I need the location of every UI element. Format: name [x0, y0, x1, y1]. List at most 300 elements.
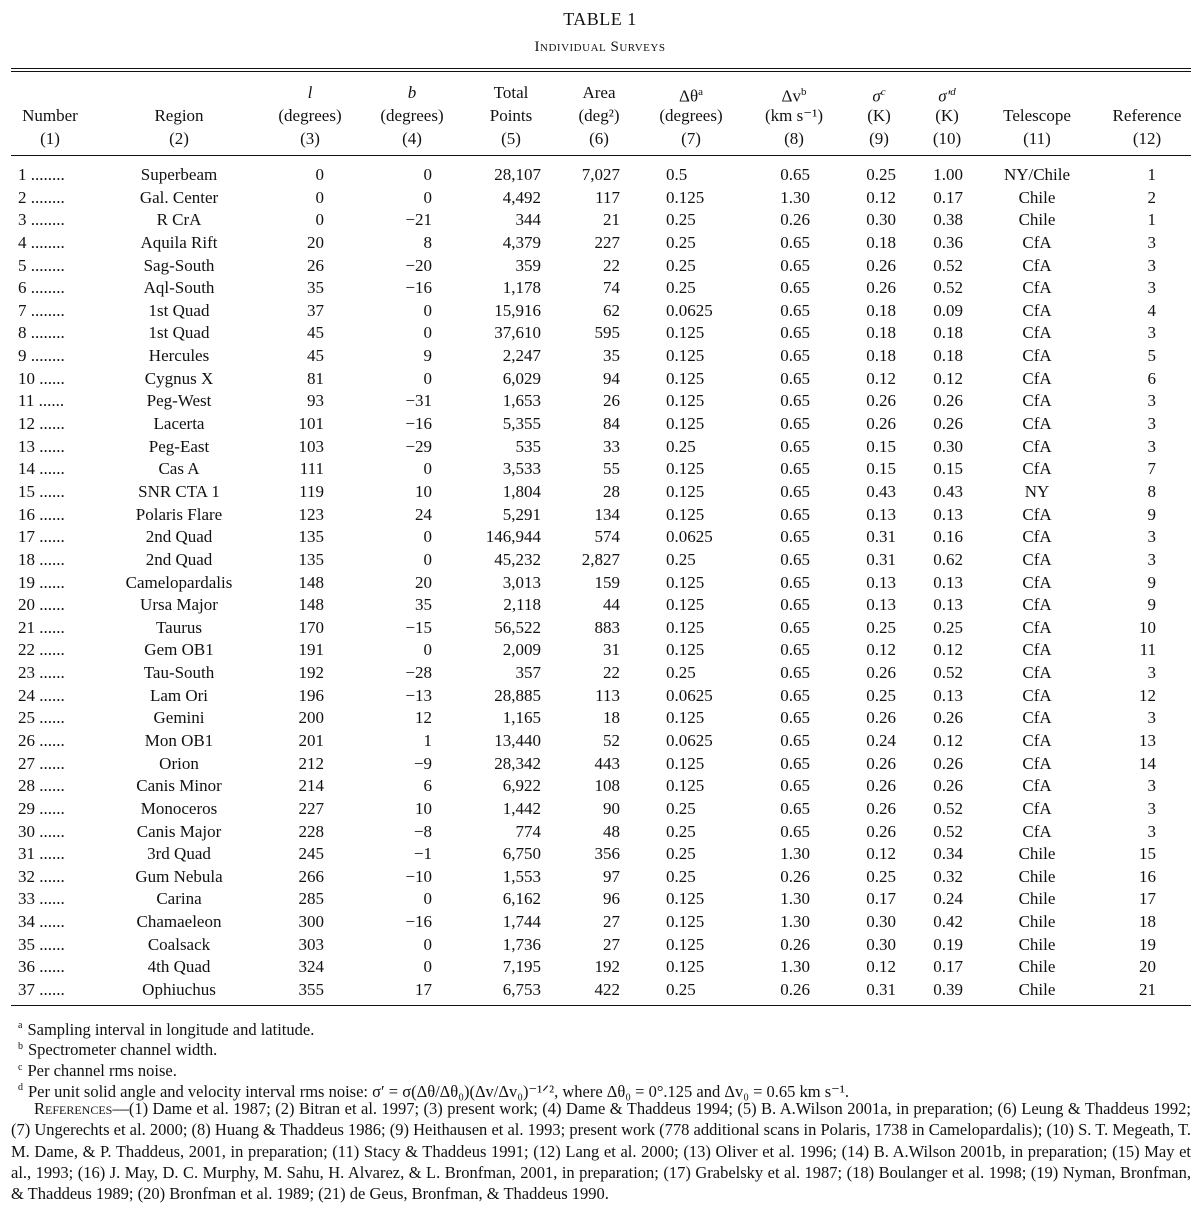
cell-col9: 0.26 — [866, 821, 896, 841]
cell-col6: 2,827 — [581, 549, 620, 569]
cell-col8: 0.65 — [780, 278, 810, 298]
cell-col7: 0.25 — [666, 210, 696, 230]
cell-col2: Cas A — [158, 459, 200, 479]
header-text: (9) — [869, 129, 889, 148]
cell-col2: Aquila Rift — [140, 232, 218, 252]
header-text: Reference — [1112, 106, 1182, 125]
cell-col4: −16 — [405, 278, 432, 298]
cell-col4: 0 — [423, 934, 432, 954]
cell-col7: 0.125 — [666, 912, 705, 932]
cell-col12: 3 — [1147, 255, 1156, 275]
table-subtitle: Individual Surveys — [534, 39, 666, 55]
cell-col8: 0.65 — [780, 708, 810, 728]
cell-col5: 1,178 — [502, 278, 541, 298]
cell-col2: Monoceros — [140, 798, 218, 818]
cell-col4: 10 — [415, 798, 432, 818]
cell-col4: −15 — [405, 617, 432, 637]
cell-col11: CfA — [1022, 617, 1052, 637]
cell-col8: 0.65 — [780, 368, 810, 388]
cell-col10: 0.26 — [933, 414, 963, 434]
cell-col9: 0.18 — [866, 346, 896, 366]
cell-col2: Gemini — [153, 708, 205, 728]
cell-col12: 7 — [1147, 459, 1156, 479]
cell-col12: 3 — [1147, 708, 1156, 728]
header-text: (deg²) — [578, 106, 620, 125]
cell-col11: Chile — [1018, 889, 1056, 909]
cell-col2: Camelopardalis — [125, 572, 233, 592]
cell-col12: 11 — [1139, 640, 1156, 660]
cell-col11: CfA — [1022, 346, 1052, 366]
cell-col2: Lam Ori — [149, 685, 209, 705]
cell-col8: 1.30 — [780, 844, 810, 864]
footnote-mark: d — [18, 1082, 23, 1094]
cell-col1: 19 ...... — [18, 572, 65, 592]
cell-col6: 96 — [603, 889, 620, 909]
cell-col8: 0.65 — [780, 436, 810, 456]
cell-col3: 227 — [298, 798, 324, 818]
cell-col10: 0.17 — [933, 957, 963, 977]
cell-col5: 1,165 — [502, 708, 541, 728]
cell-col6: 48 — [603, 821, 620, 841]
cell-col9: 0.12 — [866, 368, 896, 388]
cell-col8: 0.26 — [780, 934, 810, 954]
cell-col2: Mon OB1 — [144, 731, 214, 750]
cell-col1: 8 ........ — [18, 323, 65, 343]
cell-col4: −10 — [405, 866, 432, 886]
header-text: Δv — [781, 86, 801, 106]
cell-col3: 191 — [298, 640, 324, 660]
header-col5-line2 — [490, 104, 533, 127]
cell-col4: 8 — [423, 232, 432, 252]
cell-col2: 1st Quad — [148, 300, 210, 320]
cell-col6: 84 — [603, 414, 620, 434]
cell-col7: 0.0625 — [666, 300, 713, 320]
cell-col10: 0.43 — [933, 481, 963, 501]
header-col6-line1 — [582, 81, 615, 104]
cell-col11: CfA — [1022, 753, 1052, 773]
footnote-text: Sampling interval in longitude and latitude. — [27, 1019, 315, 1039]
cell-col7: 0.125 — [666, 640, 705, 660]
header-col2-line2 — [154, 104, 203, 127]
cell-col7: 0.25 — [666, 844, 696, 864]
cell-col9: 0.30 — [866, 210, 896, 230]
cell-col3: 148 — [298, 595, 324, 615]
cell-col2: 4th Quad — [147, 957, 211, 977]
cell-col12: 14 — [1139, 753, 1156, 773]
header-col9-line3 — [869, 127, 889, 150]
cell-col1: 26 ...... — [18, 731, 65, 750]
cell-col10: 0.12 — [933, 640, 963, 660]
cell-col12: 10 — [1139, 617, 1156, 637]
cell-col4: 0 — [423, 323, 432, 343]
cell-col11: CfA — [1022, 414, 1052, 434]
cell-col10: 0.12 — [933, 731, 963, 750]
cell-col8: 0.65 — [780, 232, 810, 252]
cell-col7: 0.25 — [666, 821, 696, 841]
cell-col10: 0.19 — [933, 934, 963, 954]
cell-col5: 359 — [515, 255, 541, 275]
cell-col8: 0.65 — [780, 776, 810, 796]
header-col2-line3 — [169, 127, 189, 150]
cell-col8: 0.65 — [780, 414, 810, 434]
cell-col11: CfA — [1022, 232, 1052, 252]
header-text: (7) — [681, 129, 701, 148]
header-text: Δθ — [679, 86, 699, 106]
cell-col9: 0.15 — [866, 459, 896, 479]
cell-col12: 8 — [1147, 481, 1156, 501]
cell-col1: 23 ...... — [18, 663, 65, 683]
cell-col9: 0.25 — [866, 685, 896, 705]
cell-col11: CfA — [1022, 391, 1052, 411]
cell-col11: CfA — [1022, 436, 1052, 456]
cell-col8: 0.65 — [780, 481, 810, 501]
cell-col7: 0.0625 — [666, 685, 713, 705]
cell-col12: 2 — [1147, 187, 1156, 207]
header-col6-line3 — [589, 127, 609, 150]
header-footnote-mark: c — [880, 86, 886, 98]
cell-col12: 18 — [1139, 912, 1156, 932]
cell-col4: −31 — [405, 391, 432, 411]
cell-col7: 0.125 — [666, 889, 705, 909]
cell-col3: 212 — [298, 753, 324, 773]
header-text: (K) — [867, 106, 891, 125]
cell-col2: Lacerta — [153, 414, 205, 434]
cell-col5: 4,379 — [502, 232, 541, 252]
cell-col4: 0 — [423, 459, 432, 479]
cell-col11: CfA — [1022, 527, 1052, 547]
cell-col5: 28,342 — [494, 753, 541, 773]
cell-col6: 94 — [603, 368, 620, 388]
header-col4-line2 — [380, 104, 443, 127]
cell-col10: 0.26 — [933, 776, 963, 796]
cell-col9: 0.25 — [866, 617, 896, 637]
header-col3-line3 — [300, 127, 320, 150]
cell-col3: 35 — [307, 278, 324, 298]
cell-col4: −28 — [405, 663, 432, 683]
cell-col9: 0.13 — [866, 572, 896, 592]
header-footnote-mark: d — [950, 86, 956, 98]
cell-col6: 55 — [603, 459, 620, 479]
cell-col12: 3 — [1147, 821, 1156, 841]
cell-col10: 0.34 — [933, 844, 963, 864]
cell-col12: 13 — [1139, 731, 1156, 750]
header-footnote-mark: b — [800, 86, 807, 98]
cell-col12: 15 — [1139, 844, 1156, 864]
cell-col5: 1,744 — [502, 912, 541, 932]
cell-col6: 52 — [603, 731, 620, 750]
cell-col9: 0.25 — [866, 165, 896, 184]
cell-col3: 228 — [298, 821, 324, 841]
header-text: (1) — [40, 129, 60, 148]
cell-col3: 266 — [298, 866, 324, 886]
cell-col9: 0.30 — [866, 934, 896, 954]
cell-col5: 37,610 — [494, 323, 541, 343]
footnote-text: Per channel rms noise. — [27, 1061, 177, 1081]
cell-col5: 1,653 — [502, 391, 541, 411]
cell-col5: 357 — [515, 663, 541, 683]
cell-col11: CfA — [1022, 640, 1052, 660]
cell-col6: 227 — [594, 232, 620, 252]
cell-col8: 0.26 — [780, 210, 810, 230]
cell-col2: Gal. Center — [139, 187, 219, 207]
cell-col3: 192 — [298, 663, 324, 683]
cell-col11: CfA — [1022, 255, 1052, 275]
cell-col4: −9 — [413, 753, 432, 773]
cell-col10: 0.17 — [933, 187, 963, 207]
cell-col2: Peg-East — [148, 436, 210, 456]
cell-col7: 0.25 — [666, 980, 696, 1000]
cell-col11: CfA — [1022, 278, 1052, 298]
cell-col4: 0 — [423, 165, 432, 184]
header-text: (K) — [935, 106, 959, 125]
cell-col9: 0.26 — [866, 255, 896, 275]
cell-col9: 0.12 — [866, 640, 896, 660]
cell-col6: 44 — [603, 595, 620, 615]
cell-col9: 0.25 — [866, 866, 896, 886]
cell-col2: Hercules — [148, 346, 210, 366]
cell-col6: 35 — [603, 346, 620, 366]
cell-col6: 108 — [594, 776, 620, 796]
cell-col7: 0.25 — [666, 798, 696, 818]
cell-col7: 0.125 — [666, 481, 705, 501]
cell-col4: 9 — [423, 346, 432, 366]
cell-col9: 0.15 — [866, 436, 896, 456]
cell-col5: 3,013 — [502, 572, 541, 592]
cell-col9: 0.26 — [866, 414, 896, 434]
cell-col9: 0.12 — [866, 187, 896, 207]
cell-col7: 0.25 — [666, 255, 696, 275]
cell-col9: 0.18 — [866, 323, 896, 343]
header-col5-line3 — [501, 127, 521, 150]
cell-col12: 3 — [1147, 776, 1156, 796]
cell-col3: 26 — [307, 255, 324, 275]
cell-col3: 148 — [298, 572, 324, 592]
references-label: References — [34, 1099, 113, 1118]
cell-col7: 0.125 — [666, 414, 705, 434]
cell-col12: 5 — [1147, 346, 1156, 366]
cell-col11: Chile — [1018, 210, 1056, 230]
cell-col4: 6 — [423, 776, 432, 796]
cell-col3: 0 — [315, 210, 324, 230]
cell-col12: 9 — [1147, 572, 1156, 592]
cell-col1: 29 ...... — [18, 798, 65, 818]
cell-col8: 0.65 — [780, 255, 810, 275]
cell-col10: 0.62 — [933, 549, 963, 569]
cell-col10: 0.42 — [933, 912, 963, 932]
cell-col9: 0.17 — [866, 889, 896, 909]
cell-col12: 1 — [1147, 165, 1156, 184]
cell-col12: 16 — [1139, 866, 1156, 886]
cell-col1: 28 ...... — [18, 776, 65, 796]
cell-col12: 1 — [1147, 210, 1156, 230]
cell-col1: 27 ...... — [18, 753, 65, 773]
cell-col4: 0 — [423, 640, 432, 660]
cell-col1: 32 ...... — [18, 866, 65, 886]
cell-col4: 24 — [415, 504, 432, 524]
cell-col1: 30 ...... — [18, 821, 65, 841]
cell-col11: Chile — [1018, 844, 1056, 864]
cell-col2: Polaris Flare — [135, 504, 223, 524]
cell-col9: 0.13 — [866, 504, 896, 524]
cell-col5: 6,162 — [502, 889, 541, 909]
cell-col7: 0.125 — [666, 572, 705, 592]
cell-col5: 2,118 — [503, 595, 541, 615]
cell-col6: 595 — [594, 323, 620, 343]
cell-col12: 3 — [1147, 414, 1156, 434]
cell-col4: 12 — [415, 708, 432, 728]
cell-col3: 111 — [299, 459, 324, 479]
cell-col6: 22 — [603, 255, 620, 275]
cell-col5: 344 — [515, 210, 541, 230]
cell-col8: 1.30 — [780, 889, 810, 909]
cell-col7: 0.125 — [666, 617, 705, 637]
cell-col3: 324 — [298, 957, 324, 977]
cell-col8: 0.65 — [780, 549, 810, 569]
header-text: (6) — [589, 129, 609, 148]
cell-col10: 0.13 — [933, 504, 963, 524]
cell-col7: 0.125 — [666, 957, 705, 977]
cell-col1: 31 ...... — [18, 844, 65, 864]
cell-col5: 56,522 — [494, 617, 541, 637]
cell-col4: 35 — [415, 595, 432, 615]
cell-col4: 0 — [423, 957, 432, 977]
cell-col7: 0.125 — [666, 187, 705, 207]
cell-col6: 97 — [603, 866, 620, 886]
cell-col7: 0.25 — [666, 278, 696, 298]
cell-col9: 0.31 — [866, 527, 896, 547]
header-text: (degrees) — [380, 106, 444, 125]
header-col3-line2 — [278, 104, 341, 127]
cell-col2: 3rd Quad — [147, 844, 211, 864]
cell-col5: 1,553 — [502, 866, 541, 886]
cell-col6: 134 — [594, 504, 620, 524]
cell-col1: 24 ...... — [18, 685, 65, 705]
cell-col1: 9 ........ — [18, 346, 65, 366]
cell-col8: 0.65 — [780, 685, 810, 705]
header-col1-line2 — [22, 104, 78, 127]
cell-col4: −21 — [405, 210, 432, 230]
cell-col9: 0.43 — [866, 481, 896, 501]
cell-col10: 0.13 — [933, 572, 963, 592]
cell-col6: 117 — [595, 187, 620, 207]
cell-col9: 0.26 — [866, 776, 896, 796]
cell-col4: −20 — [405, 255, 432, 275]
cell-col11: CfA — [1022, 572, 1052, 592]
header-text: (km s⁻¹) — [765, 106, 823, 125]
cell-col11: CfA — [1022, 708, 1052, 728]
cell-col3: 285 — [298, 889, 324, 909]
cell-col8: 0.26 — [780, 980, 810, 1000]
cell-col10: 0.52 — [933, 255, 963, 275]
cell-col10: 0.13 — [933, 595, 963, 615]
cell-col3: 0 — [315, 187, 324, 207]
cell-col3: 200 — [298, 708, 324, 728]
cell-col7: 0.0625 — [666, 731, 713, 750]
footnote-mark: b — [18, 1040, 23, 1052]
cell-col1: 5 ........ — [18, 255, 65, 275]
cell-col6: 192 — [594, 957, 620, 977]
cell-col12: 3 — [1147, 391, 1156, 411]
header-text: Number — [22, 106, 78, 125]
cell-col12: 3 — [1147, 527, 1156, 547]
cell-col7: 0.125 — [666, 753, 705, 773]
cell-col12: 12 — [1139, 685, 1156, 705]
cell-col1: 15 ...... — [18, 481, 65, 501]
cell-col10: 0.16 — [933, 527, 963, 547]
cell-col4: −16 — [405, 912, 432, 932]
cell-col5: 28,107 — [494, 165, 541, 184]
cell-col12: 9 — [1147, 504, 1156, 524]
cell-col5: 774 — [515, 821, 541, 841]
cell-col9: 0.26 — [866, 391, 896, 411]
cell-col7: 0.125 — [666, 323, 705, 343]
cell-col11: CfA — [1022, 685, 1052, 705]
cell-col8: 0.65 — [780, 731, 810, 750]
cell-col9: 0.13 — [866, 595, 896, 615]
header-text: (degrees) — [278, 106, 342, 125]
header-col6-line2 — [579, 104, 620, 127]
cell-col10: 0.52 — [933, 798, 963, 818]
cell-col1: 25 ...... — [18, 708, 65, 728]
cell-col7: 0.125 — [666, 368, 705, 388]
cell-col10: 0.52 — [933, 821, 963, 841]
header-col1-line3 — [40, 127, 60, 150]
cell-col7: 0.125 — [666, 934, 705, 954]
cell-col11: CfA — [1022, 323, 1052, 343]
header-col12-line2 — [1113, 104, 1182, 127]
cell-col6: 27 — [603, 912, 620, 932]
header-footnote-mark: a — [698, 86, 703, 98]
header-text: Telescope — [1003, 106, 1071, 125]
cell-col5: 3,533 — [502, 459, 541, 479]
cell-col10: 0.18 — [933, 346, 963, 366]
cell-col12: 17 — [1139, 889, 1156, 909]
cell-col5: 5,355 — [502, 414, 541, 434]
cell-col7: 0.5 — [666, 165, 688, 184]
cell-col7: 0.125 — [666, 459, 705, 479]
cell-col7: 0.25 — [666, 549, 696, 569]
cell-col1: 7 ........ — [18, 300, 65, 320]
cell-col3: 196 — [298, 685, 324, 705]
header-col11-line3 — [1023, 127, 1051, 150]
header-text: Total — [493, 83, 529, 102]
cell-col11: CfA — [1022, 459, 1052, 479]
cell-col9: 0.31 — [866, 980, 896, 1000]
cell-col3: 300 — [298, 912, 324, 932]
cell-col6: 18 — [603, 708, 620, 728]
cell-col11: CfA — [1022, 776, 1052, 796]
cell-col3: 20 — [307, 232, 324, 252]
cell-col9: 0.12 — [866, 844, 896, 864]
cell-col2: Ursa Major — [140, 595, 218, 615]
cell-col6: 21 — [603, 210, 620, 230]
cell-col8: 1.30 — [780, 957, 810, 977]
header-text: (10) — [932, 129, 962, 148]
cell-col6: 33 — [603, 436, 620, 456]
header-text: (3) — [300, 129, 320, 148]
cell-col5: 1,804 — [502, 481, 541, 501]
cell-col11: CfA — [1022, 731, 1052, 750]
cell-col5: 15,916 — [494, 300, 541, 320]
cell-col12: 3 — [1147, 798, 1156, 818]
cell-col4: −13 — [405, 685, 432, 705]
cell-col11: NY/Chile — [1003, 165, 1071, 184]
cell-col1: 21 ...... — [18, 617, 65, 637]
cell-col8: 0.65 — [780, 595, 810, 615]
cell-col12: 19 — [1139, 934, 1156, 954]
cell-col5: 6,922 — [502, 776, 541, 796]
cell-col11: CfA — [1022, 368, 1052, 388]
